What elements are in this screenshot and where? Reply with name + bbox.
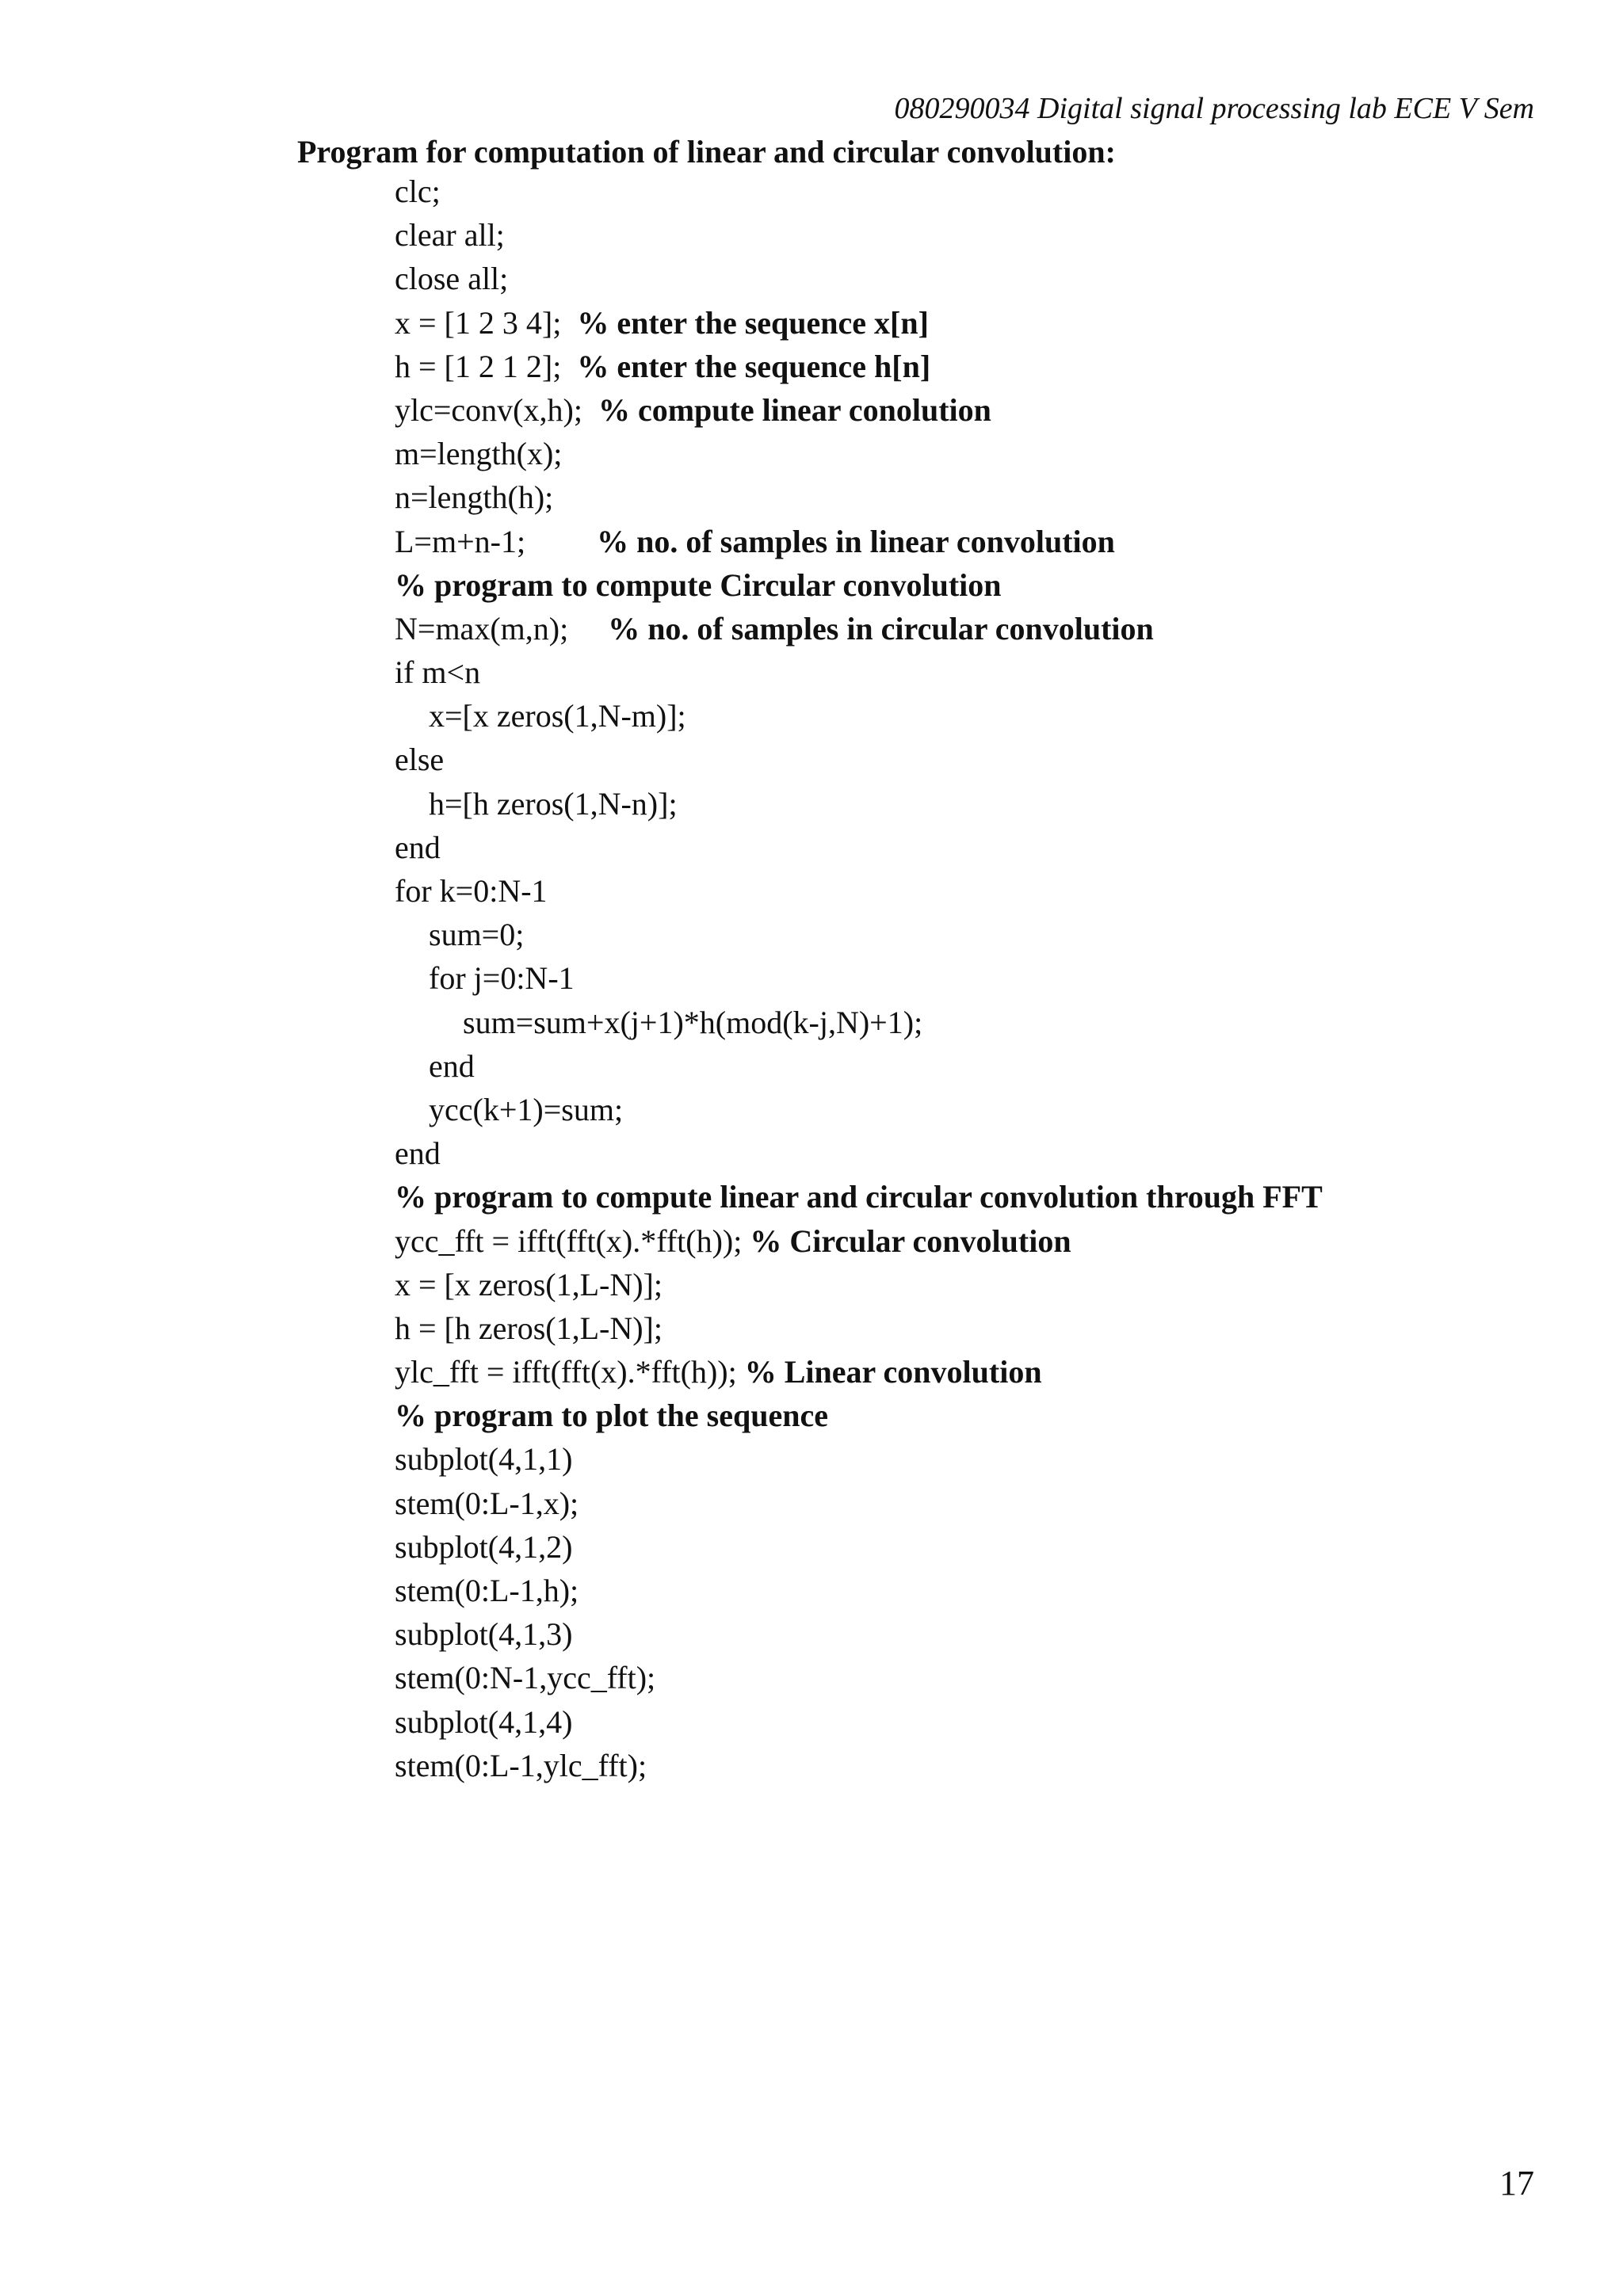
code-statement: L=m+n-1; — [395, 523, 598, 559]
code-statement: clc; — [395, 174, 441, 209]
code-statement: stem(0:L-1,ylc_fft); — [395, 1747, 647, 1783]
code-line — [395, 1700, 1544, 1744]
code-line — [395, 520, 1544, 563]
code-line — [395, 1569, 1544, 1612]
code-statement: n=length(h); — [395, 479, 554, 516]
code-line — [395, 170, 1544, 213]
code-comment: % no. of samples in linear convolution — [597, 523, 1115, 559]
page-header: 080290034 Digital signal processing lab ECE V Sem — [894, 92, 1534, 125]
code-line — [395, 432, 1544, 475]
code-line — [395, 1175, 1544, 1219]
page-number: 17 — [1499, 2164, 1534, 2203]
code-statement: clear all; — [395, 217, 505, 254]
code-comment: % program to compute Circular convolution — [395, 566, 1002, 603]
code-statement: subplot(4,1,1) — [395, 1441, 573, 1478]
code-statement: end — [395, 1135, 441, 1172]
code-line — [395, 1350, 1544, 1394]
code-statement: end — [395, 829, 441, 865]
code-line — [395, 1744, 1544, 1787]
code-line — [395, 1044, 1544, 1088]
code-statement: x = [1 2 3 4]; — [395, 304, 578, 341]
code-statement: subplot(4,1,3) — [395, 1616, 573, 1653]
code-line — [395, 694, 1544, 738]
code-statement: N=max(m,n); — [395, 610, 609, 646]
code-listing — [395, 170, 1544, 1787]
code-line — [395, 1656, 1544, 1699]
code-line — [395, 1131, 1544, 1175]
code-statement: x = [x zeros(1,L-N)]; — [395, 1266, 663, 1302]
code-statement: stem(0:N-1,ycc_fft); — [395, 1660, 656, 1696]
code-line — [395, 1001, 1544, 1044]
code-line — [395, 607, 1544, 650]
code-comment: % program to compute linear and circular convolution through FFT — [395, 1179, 1323, 1215]
code-statement: ylc=conv(x,h); — [395, 391, 598, 428]
code-line — [395, 1394, 1544, 1437]
code-line — [395, 782, 1544, 826]
section-title: Program for computation of linear and circular convolution: — [297, 134, 1116, 170]
code-statement: m=length(x); — [395, 436, 563, 472]
code-statement: h = [1 2 1 2]; — [395, 348, 578, 384]
code-comment: % enter the sequence h[n] — [577, 348, 931, 384]
code-statement: stem(0:L-1,h); — [395, 1573, 579, 1608]
code-line — [395, 1612, 1544, 1656]
code-statement: ycc_fft = ifft(fft(x).*fft(h)); — [395, 1222, 750, 1259]
code-statement: subplot(4,1,4) — [395, 1703, 573, 1740]
code-line — [395, 1219, 1544, 1263]
code-line — [395, 563, 1544, 607]
code-line — [395, 826, 1544, 869]
code-statement: h = [h zeros(1,L-N)]; — [395, 1310, 663, 1346]
code-line — [395, 1306, 1544, 1350]
code-line — [395, 869, 1544, 913]
code-statement: sum=sum+x(j+1)*h(mod(k-j,N)+1); — [463, 1004, 923, 1040]
code-statement: close all; — [395, 261, 509, 297]
code-comment: % compute linear conolution — [598, 391, 991, 428]
code-line — [395, 1525, 1544, 1569]
code-comment: % no. of samples in circular convolution — [608, 610, 1154, 646]
code-statement: h=[h zeros(1,N-n)]; — [429, 785, 678, 822]
code-statement: for k=0:N-1 — [395, 873, 548, 909]
code-comment: % Linear convolution — [744, 1354, 1042, 1390]
code-comment: % program to plot the sequence — [395, 1398, 828, 1434]
code-line — [395, 345, 1544, 388]
code-statement: sum=0; — [429, 917, 525, 953]
code-statement: else — [395, 742, 445, 778]
code-statement: x=[x zeros(1,N-m)]; — [429, 698, 686, 734]
code-statement: subplot(4,1,2) — [395, 1528, 573, 1565]
code-statement: for j=0:N-1 — [429, 960, 575, 997]
code-statement: if m<n — [395, 654, 481, 691]
code-line — [395, 1482, 1544, 1525]
code-line — [395, 301, 1544, 345]
code-statement: stem(0:L-1,x); — [395, 1485, 579, 1521]
code-line — [395, 388, 1544, 432]
code-statement: ylc_fft = ifft(fft(x).*fft(h)); — [395, 1354, 745, 1390]
code-line — [395, 650, 1544, 694]
code-line — [395, 956, 1544, 1000]
code-line — [395, 475, 1544, 519]
code-line — [395, 1263, 1544, 1306]
code-statement: ycc(k+1)=sum; — [429, 1091, 624, 1127]
code-statement: end — [429, 1047, 475, 1084]
code-line — [395, 213, 1544, 257]
code-comment: % Circular convolution — [750, 1222, 1071, 1259]
code-line — [395, 1088, 1544, 1131]
code-line — [395, 738, 1544, 781]
code-comment: % enter the sequence x[n] — [577, 304, 929, 341]
code-line — [395, 1437, 1544, 1481]
code-line — [395, 913, 1544, 956]
code-line — [395, 257, 1544, 300]
